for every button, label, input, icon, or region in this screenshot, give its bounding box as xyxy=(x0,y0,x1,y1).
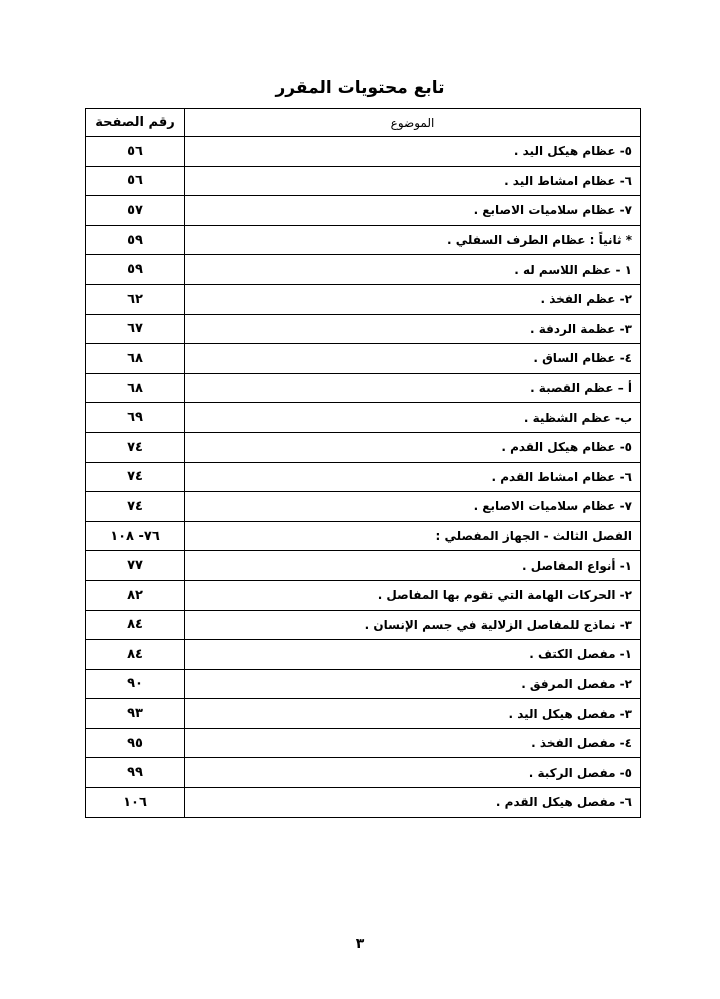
page-number: ٣ xyxy=(355,936,365,952)
row-subject: ٥- عظام هيكل القدم . xyxy=(185,432,641,462)
table-row xyxy=(86,314,641,344)
row-page-number: ٦٧ xyxy=(86,314,185,344)
row-subject: ٣- عظمة الردفة . xyxy=(185,314,641,344)
table-row xyxy=(86,521,641,551)
row-page-number: ٨٤ xyxy=(86,640,185,670)
table-row xyxy=(86,758,641,788)
table-row xyxy=(86,699,641,729)
row-page-number: ٨٤ xyxy=(86,610,185,640)
table-row xyxy=(86,669,641,699)
row-page-number: ٦٩ xyxy=(86,403,185,433)
row-subject: * ثانياً : عظام الطرف السفلي . xyxy=(185,225,641,255)
row-subject: ٢- عظم الفخذ . xyxy=(185,284,641,314)
row-page-number: ٧٧ xyxy=(86,551,185,581)
table-row xyxy=(86,344,641,374)
table-row xyxy=(86,432,641,462)
row-subject: ١- أنواع المفاصل . xyxy=(185,551,641,581)
row-subject: أ – عظم القصبة . xyxy=(185,373,641,403)
table-body xyxy=(86,137,641,818)
row-page-number: ٧٤ xyxy=(86,492,185,522)
table-row xyxy=(86,462,641,492)
table-row xyxy=(86,255,641,285)
row-subject: ٦- عظام امشاط القدم . xyxy=(185,462,641,492)
table-row xyxy=(86,196,641,226)
row-page-number: ٩٠ xyxy=(86,669,185,699)
table-row xyxy=(86,551,641,581)
row-subject: ٧- عظام سلاميات الاصابع . xyxy=(185,492,641,522)
row-page-number: ٧٤ xyxy=(86,462,185,492)
row-subject: ٦- مفصل هيكل القدم . xyxy=(185,788,641,818)
page-title: تابع محتويات المقرر xyxy=(275,78,445,98)
row-subject: ب- عظم الشظية . xyxy=(185,403,641,433)
row-subject: ٣- نماذج للمفاصل الزلالية في جسم الإنسان . xyxy=(185,610,641,640)
table-row xyxy=(86,137,641,167)
row-page-number: ٧٤ xyxy=(86,432,185,462)
row-subject: ٤- مفصل الفخذ . xyxy=(185,728,641,758)
table-row xyxy=(86,492,641,522)
contents-table xyxy=(85,108,641,818)
row-page-number: ٦٨ xyxy=(86,373,185,403)
row-subject: ٢- الحركات الهامة التي تقوم بها المفاصل . xyxy=(185,580,641,610)
row-page-number: ٩٣ xyxy=(86,699,185,729)
row-subject: ٥- عظام هيكل اليد . xyxy=(185,137,641,167)
row-subject: ١ - عظم اللاسم له . xyxy=(185,255,641,285)
row-page-number: ٥٩ xyxy=(86,225,185,255)
table-row xyxy=(86,610,641,640)
row-page-number: ٦٢ xyxy=(86,284,185,314)
row-page-number: ٩٥ xyxy=(86,728,185,758)
row-subject: الفصل الثالث - الجهاز المفصلي : xyxy=(185,521,641,551)
row-page-number: ٥٩ xyxy=(86,255,185,285)
row-page-number: ٥٦ xyxy=(86,137,185,167)
table-row xyxy=(86,580,641,610)
row-subject: ٦- عظام امشاط اليد . xyxy=(185,166,641,196)
row-subject: ٢- مفصل المرفق . xyxy=(185,669,641,699)
table-row xyxy=(86,373,641,403)
header-subject: الموضوع xyxy=(185,109,641,137)
table-row xyxy=(86,225,641,255)
row-page-number: ٥٧ xyxy=(86,196,185,226)
header-page-number: رقم الصفحة xyxy=(86,109,185,137)
row-page-number: ١٠٦ xyxy=(86,788,185,818)
row-page-number: ٩٩ xyxy=(86,758,185,788)
table-header-row xyxy=(86,109,641,137)
row-subject: ٤- عظام الساق . xyxy=(185,344,641,374)
table-row xyxy=(86,284,641,314)
row-page-number: ٨٢ xyxy=(86,580,185,610)
table-row xyxy=(86,403,641,433)
table-row xyxy=(86,640,641,670)
row-subject: ١- مفصل الكتف . xyxy=(185,640,641,670)
table-row xyxy=(86,788,641,818)
table-row xyxy=(86,728,641,758)
table-row xyxy=(86,166,641,196)
row-page-number: ٥٦ xyxy=(86,166,185,196)
row-subject: ٧- عظام سلاميات الاصابع . xyxy=(185,196,641,226)
row-subject: ٣- مفصل هيكل اليد . xyxy=(185,699,641,729)
row-page-number: ٧٦- ١٠٨ xyxy=(86,521,185,551)
row-subject: ٥- مفصل الركبة . xyxy=(185,758,641,788)
row-page-number: ٦٨ xyxy=(86,344,185,374)
